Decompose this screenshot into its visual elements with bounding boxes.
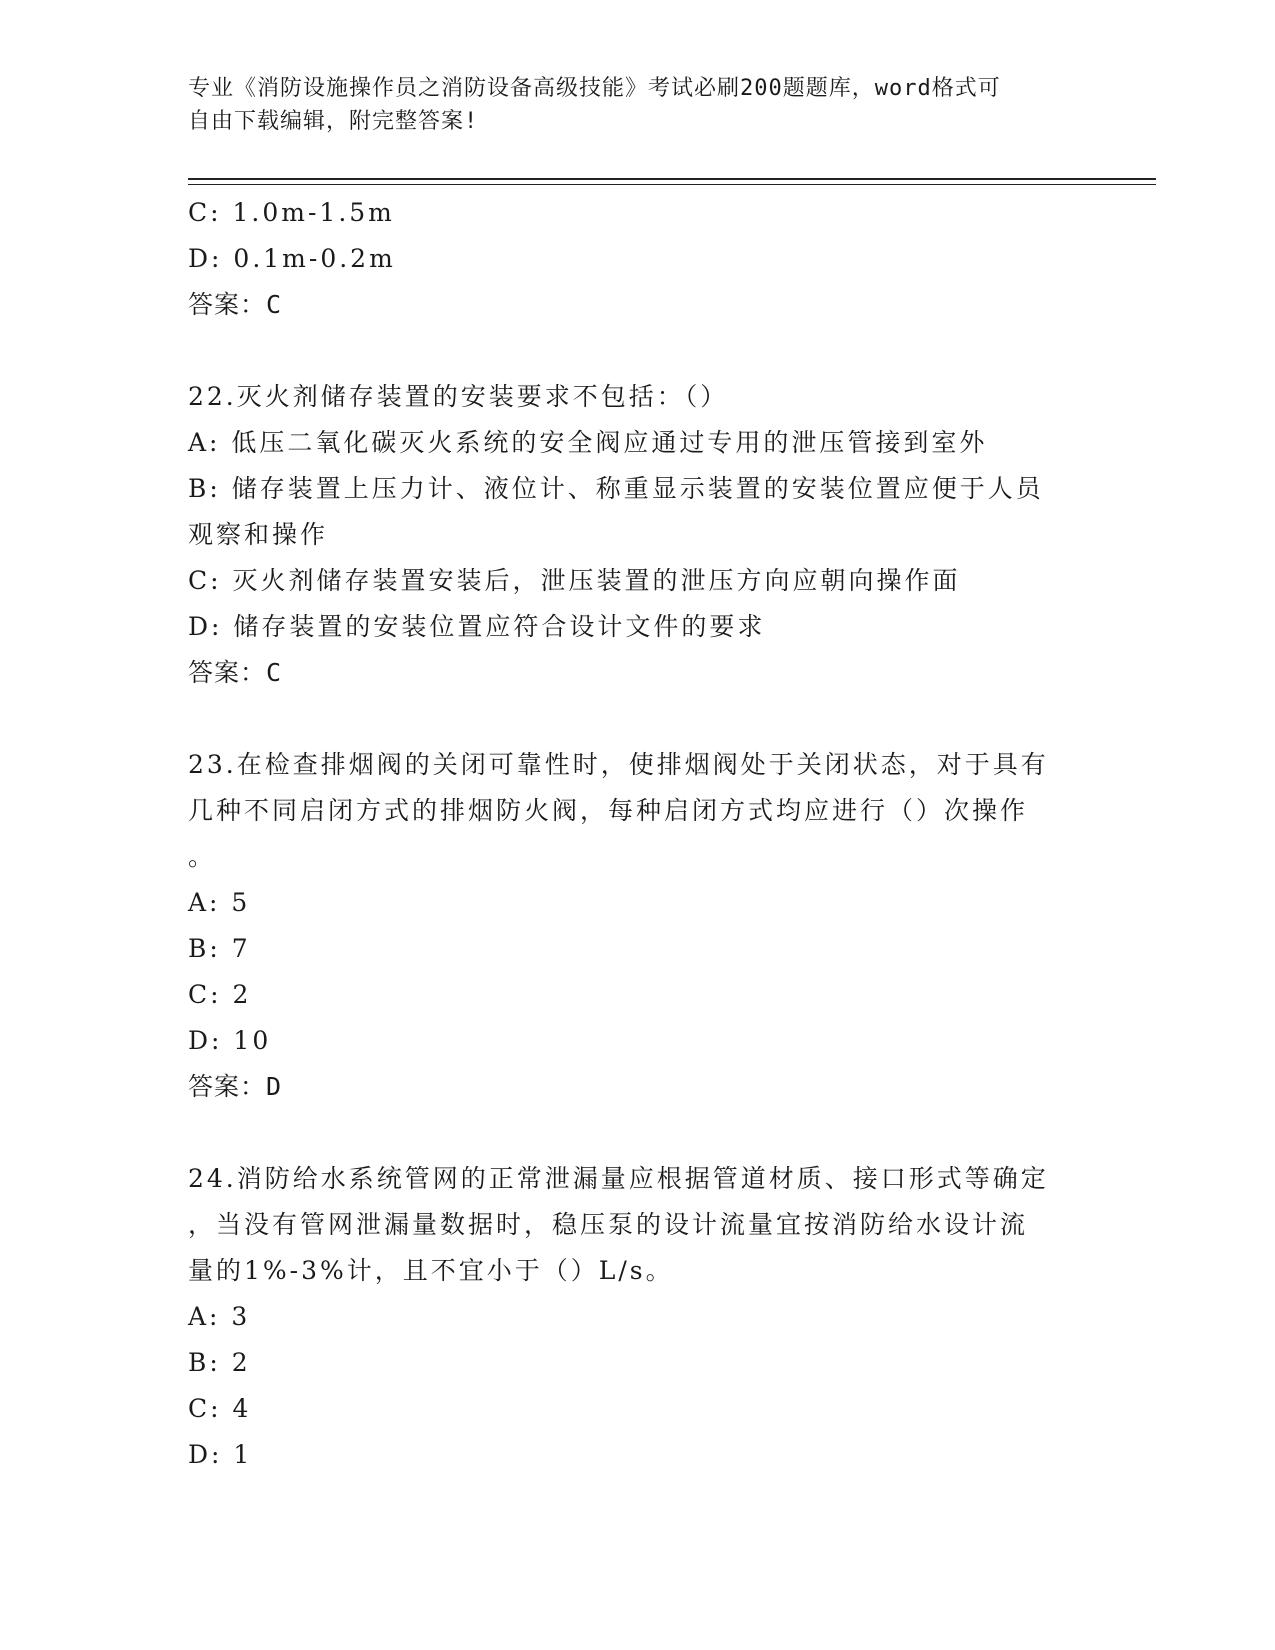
- spacer: [188, 1110, 1088, 1156]
- option-b: B: 7: [188, 934, 251, 963]
- question-stem: 24.消防给水系统管网的正常泄漏量应根据管道材质、接口形式等确定: [188, 1164, 1049, 1193]
- option-b: B: 储存装置上压力计、液位计、称重显示装置的安装位置应便于人员: [188, 474, 1044, 503]
- option-d: D: 0.1m-0.2m: [188, 244, 396, 273]
- header-divider-thick: [188, 178, 1156, 180]
- option-c: C: 4: [188, 1394, 252, 1423]
- spacer: [188, 696, 1088, 742]
- option-a: A: 5: [188, 888, 251, 917]
- option-b-continued: 观察和操作: [188, 520, 329, 549]
- option-d: D: 10: [188, 1026, 272, 1055]
- question-stem-continued: ，当没有管网泄漏量数据时，稳压泵的设计流量宜按消防给水设计流: [188, 1210, 1029, 1239]
- question-stem-continued: 几种不同启闭方式的排烟防火阀，每种启闭方式均应进行（）次操作: [188, 796, 1029, 825]
- question-24: [188, 1156, 1088, 1478]
- option-c: C: 灭火剂储存装置安装后，泄压装置的泄压方向应朝向操作面: [188, 566, 961, 595]
- answer-line: 答案：D: [188, 1072, 283, 1101]
- spacer: [188, 328, 1088, 374]
- question-22: [188, 374, 1088, 696]
- answer-line: 答案：C: [188, 290, 283, 319]
- question-23: [188, 742, 1088, 1110]
- option-a: A: 低压二氧化碳灭火系统的安全阀应通过专用的泄压管接到室外: [188, 428, 988, 457]
- option-c: C: 2: [188, 980, 252, 1009]
- question-stem: 23.在检查排烟阀的关闭可靠性时，使排烟阀处于关闭状态，对于具有: [188, 750, 1049, 779]
- header-line-2: 自由下载编辑，附完整答案!: [188, 109, 479, 134]
- option-a: A: 3: [188, 1302, 251, 1331]
- document-header: [188, 72, 1068, 138]
- header-divider-thin: [188, 184, 1156, 185]
- option-d: D: 1: [188, 1440, 253, 1469]
- header-line-1: 专业《消防设施操作员之消防设备高级技能》考试必刷200题题库，word格式可: [188, 76, 1001, 101]
- question-stem-continued: 。: [188, 842, 217, 871]
- question-list: [188, 190, 1088, 1478]
- question-21: [188, 190, 1088, 328]
- question-stem: 22.灭火剂储存装置的安装要求不包括：（）: [188, 382, 729, 411]
- answer-line: 答案：C: [188, 658, 283, 687]
- option-d: D: 储存装置的安装位置应符合设计文件的要求: [188, 612, 766, 641]
- option-b: B: 2: [188, 1348, 251, 1377]
- option-c: C: 1.0m-1.5m: [188, 198, 395, 227]
- question-stem-continued: 量的1%-3%计，且不宜小于（）L/s。: [188, 1256, 674, 1285]
